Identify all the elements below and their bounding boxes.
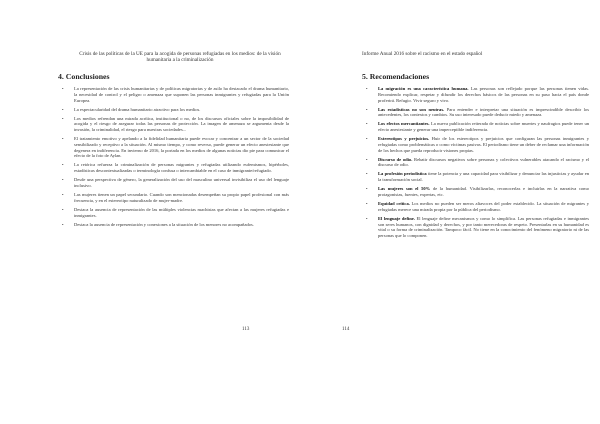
item-text: El lenguaje define mecanismos y como lo simplifica. Las personas refugiadas e inmigrantes son seres humanos, con dignidad y derechos, y por tanto merecedoras de respeto. Presentarlas en su humanidad es vital o su forma de criminalización. Tampoco fácil. No tiene en la conocimiento del fenómeno migratorio ni de las personas que lo componen. <box>378 215 589 239</box>
list-item <box>62 136 289 159</box>
list-item <box>366 201 589 213</box>
conclusions-list <box>62 86 289 231</box>
bullet: • <box>62 136 64 142</box>
bullet: • <box>62 177 64 183</box>
section-title: 4. Conclusiones <box>58 72 110 81</box>
bullet: • <box>366 171 368 177</box>
item-lead: Equidad crítica. <box>378 201 410 207</box>
list-item <box>366 186 589 198</box>
list-item <box>366 121 589 133</box>
item-text: Para entender e interpretar una situación es imprescindible describir los antecedentes, los contextos y cambios. Su uso interesado puede deducir miedo y amenaza. <box>378 106 589 118</box>
bullet: • <box>366 136 368 142</box>
item-text: de la humanidad. Visibilizarlas, reconocerlas e incluirlas en la narrativa como protagonistas, fuentes, expertas, etc. <box>378 186 589 198</box>
item-lead: Estereotipos y prejuicios. <box>378 136 430 142</box>
list-item <box>366 216 589 239</box>
bullet: • <box>366 86 368 91</box>
list-item <box>62 86 289 103</box>
list-item <box>62 207 289 219</box>
bullet: • <box>366 201 368 207</box>
recommendations-list <box>366 86 589 242</box>
bullet: • <box>62 106 64 112</box>
bullet: • <box>366 121 368 127</box>
page-number: 114 <box>342 327 350 332</box>
bullet: • <box>366 106 368 112</box>
bullet: • <box>366 186 368 192</box>
item-text: El tratamiento emotivo y apelando a la fidelidad humanitaria puede evocar y concentrar a un sector de la sociedad sensibilizado y receptivo a la situación. Al mismo tiempo, y como reverso, puede generar un efecto anestesiante que degenera en indiferencia. En invierno de 2016, la portada en los medios de algunas noticias dio pie para comunicar el efecto de la foto de Aylan. <box>74 136 289 159</box>
list-item <box>366 107 589 119</box>
item-lead: La profesión periodística <box>378 171 427 177</box>
right-page <box>300 0 600 424</box>
item-text: Las mujeres tienen un papel secundario. Cuando son mencionadas desempeñan su propio papel profesional con más frecuencia, y en el estereotipo naturalizado de mujer-madre. <box>74 192 289 203</box>
item-text: Huir de los estereotipos y prejuicios que configuran las personas inmigrantes y refugiadas como problemáticas o como víctimas pasivas. El periodismo tiene un deber de reclamar una información de los hechos que pueda reproducir visiones propias. <box>378 136 589 153</box>
list-item <box>62 222 289 228</box>
item-text: Los medios no pueden ser meros altavoces del poder establecido. La situación de migrantes y refugiadas merece una mirada propia por la pública del periodismo. <box>378 201 589 212</box>
item-lead: La migración es una característica humana. <box>378 86 469 91</box>
list-item <box>62 162 289 174</box>
bullet: • <box>62 206 64 212</box>
item-text: La retórica refuerza la criminalización de personas migrantes y refugiadas utilizando eufemismos, hipérboles, estadísticas descontextualizadas o terminología confusa o intercambiable en el caso de inmigrante/refugiado. <box>74 162 289 174</box>
item-text: La representación de las crisis humanitarias y de políticas migratorias y de asilo ha destacado el drama humanitario, la necesidad de control y el peligro o amenaza que suponen las personas inmigrantes y refugiadas para la Unión Europea. <box>74 86 289 103</box>
section-title: 5. Recomendaciones <box>362 72 430 81</box>
list-item <box>62 192 289 204</box>
item-text: Las personas son reflejado porque las personas tienen vidas. Recomiendo explicar, respetar y difundir los derechos básicos de las personas en su paso hacia el país donde proferirá. Refugio. Vivir seguro y vivo. <box>378 86 590 103</box>
item-text: La espectacularidad del drama humanitario atractivo para los medios. <box>74 106 201 112</box>
list-item <box>366 86 589 103</box>
bullet: • <box>62 86 64 91</box>
list-item <box>62 116 289 133</box>
item-text: tiene la potencia y una capacidad para visibilizar y denunciar las injusticias y ayudar en la transformación social. <box>378 171 589 183</box>
item-lead: Las estadísticas no son neutras. <box>378 106 445 112</box>
running-header: Crisis de las políticas de la UE para la acogida de personas refugiadas en los medios: de la visión humanitaria a la criminalización <box>79 51 281 63</box>
page-number: 113 <box>242 327 250 332</box>
item-lead: El lenguaje define. <box>378 215 415 221</box>
item-lead: Discurso de odio. <box>378 156 413 162</box>
item-lead: Las mujeres son el 50% <box>378 186 431 192</box>
item-text: Rebatir discursos negativos sobre personas y colectivos vulnerables atacando el racismo y el discurso de odio. <box>378 156 589 168</box>
bullet: • <box>62 162 64 168</box>
item-text: Destaca la ausencia de representación de las múltiples violencias machistas que afectan a las mujeres refugiadas e inmigrantes. <box>74 206 289 218</box>
item-lead: Los efectos mercantiantes. <box>378 121 430 127</box>
list-item <box>62 177 289 189</box>
bullet: • <box>62 115 64 121</box>
bullet: • <box>62 192 64 198</box>
list-item <box>366 136 589 153</box>
item-text: Los medios refrendan una mirada acrítica, institucional o no, de los discursos oficiales sobre la imposibilidad de acogida y el riesgo de asegurar todas las personas de protección. La imagen de amenaza se argumenta desde la invasión, la criminalidad, el riesgo para nuestras sociedades... <box>74 115 289 133</box>
item-text: Destaca la ausencia de representación y conexiones a la situación de los menores no acompañados. <box>74 221 254 227</box>
list-item <box>366 157 589 169</box>
item-text: La nueva publicación reiterada de noticias sobre muertes y naufragios puede tener un efecto anestesiante y generar una imperceptible indiferencia. <box>378 121 589 133</box>
list-item <box>366 171 589 183</box>
item-text: Desde una perspectiva de género, la generalización del uso del masculino universal invisibiliza el uso del lenguaje inclusivo. <box>74 177 289 188</box>
bullet: • <box>366 156 368 162</box>
bullet: • <box>366 215 368 221</box>
list-item <box>62 107 289 113</box>
bullet: • <box>62 221 64 227</box>
running-header: Informe Anual 2016 sobre el racismo en el estado español <box>362 51 483 57</box>
